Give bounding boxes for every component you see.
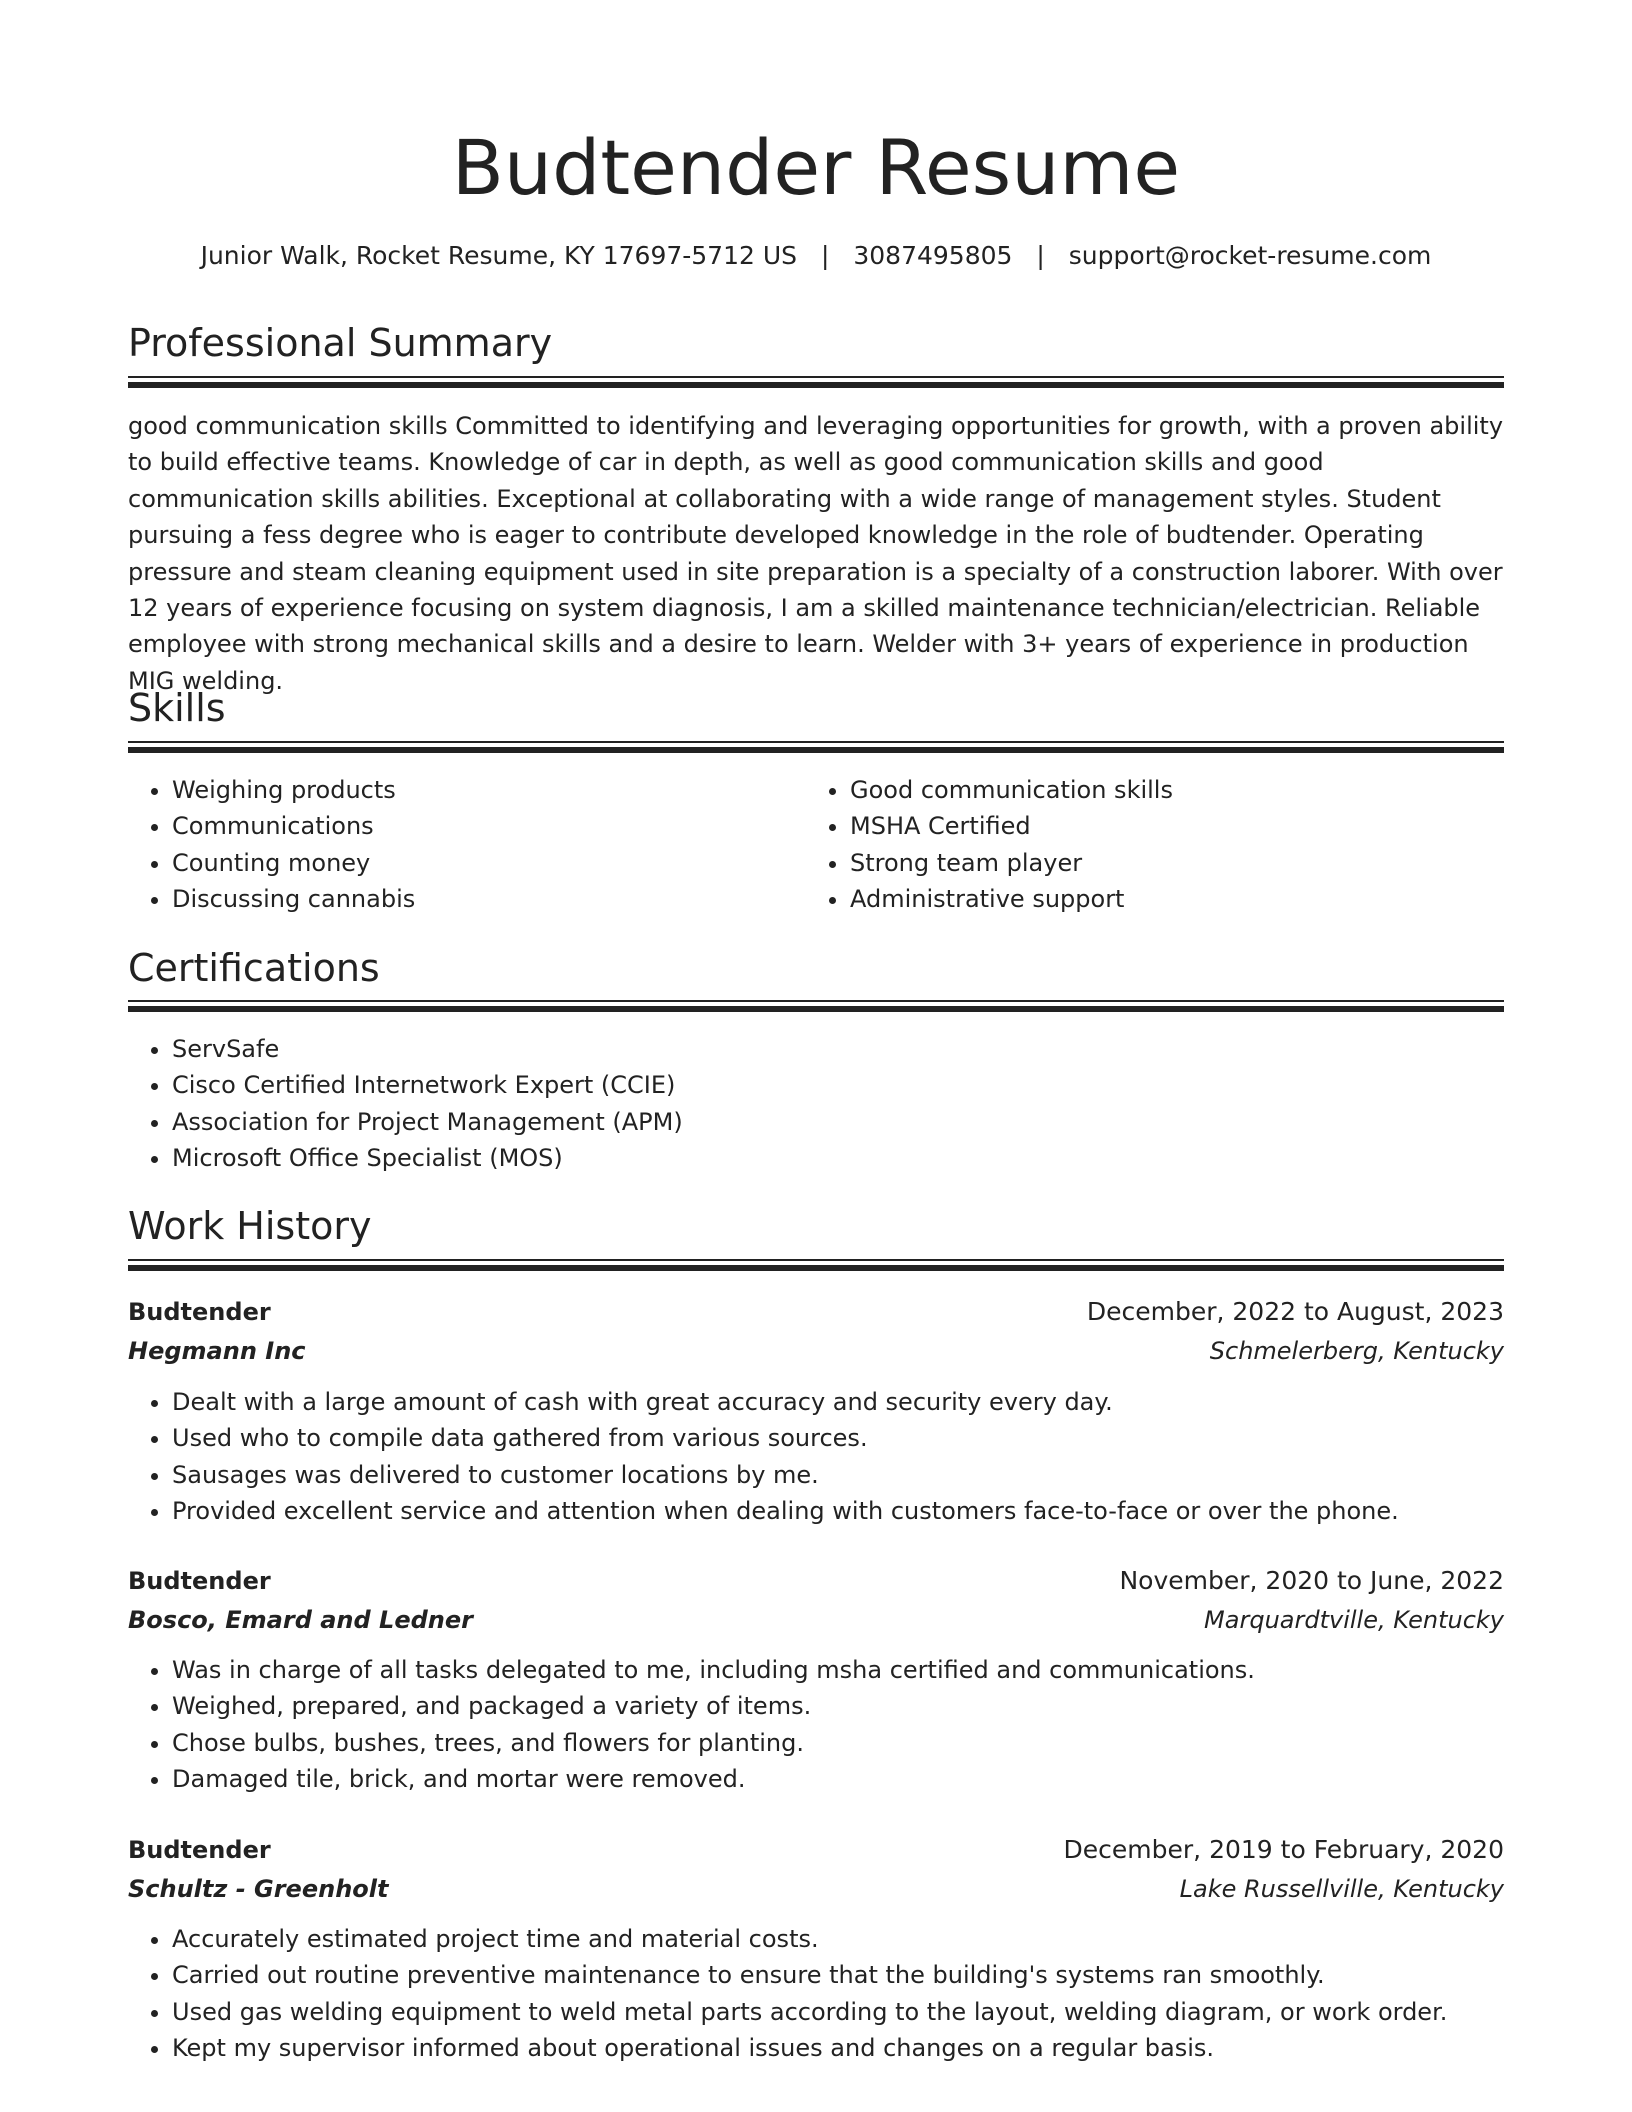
job-company: Hegmann Inc [128,1337,306,1365]
section-divider [128,376,1504,388]
section-heading-certifications: Certifications [128,946,380,990]
skill-item: • Good communication skills [850,772,1504,808]
certification-item: • Association for Project Management (APM) [172,1104,1504,1140]
skill-item: • Strong team player [850,845,1504,881]
job-dates: November, 2020 to June, 2022 [1119,1566,1504,1595]
job-company: Schultz - Greenholt [128,1875,389,1903]
section-heading-work-history: Work History [128,1204,372,1248]
job-title: Budtender [128,1298,271,1326]
job-title: Budtender [128,1836,271,1864]
job-title: Budtender [128,1567,271,1595]
job-company: Bosco, Emard and Ledner [128,1606,473,1634]
job-bullet: • Used who to compile data gathered from various sources. [172,1420,1504,1456]
certification-item: • Cisco Certified Internetwork Expert (CCIE) [172,1067,1504,1103]
certifications-list [128,1031,1504,1177]
job-bullet: • Accurately estimated project time and material costs. [172,1921,1504,1957]
contact-address: Junior Walk, Rocket Resume, KY 17697-5712 US [200,241,798,270]
section-heading-summary: Professional Summary [128,321,553,365]
job-dates: December, 2022 to August, 2023 [1086,1297,1504,1326]
job-bullet: • Chose bulbs, bushes, trees, and flowers for planting. [172,1725,1504,1761]
job-bullet: • Provided excellent service and attention when dealing with customers face-to-face or over the phone. [172,1493,1504,1529]
section-divider [128,1259,1504,1271]
skill-item: • Administrative support [850,881,1504,917]
skill-item: • Counting money [172,845,800,881]
summary-text: good communication skills Committed to identifying and leveraging opportunities for growth, with a proven ability to build effective teams. Knowledge of car in depth, as well as good communication skills and good communication skills abilities. Exceptional at collaborating with a wide range of management styles. Student pursuing a fess degree who is eager to contribute developed knowledge in the role of budtender. Operating pressure and steam cleaning equipment used in site preparation is a specialty of a construction laborer. With over 12 years of experience focusing on system diagnosis, I am a skilled maintenance technician/electrician. Reliable employee with strong mechanical skills and a desire to learn. Welder with 3+ years of experience in production MIG welding. [128,412,1504,695]
contact-email: support@rocket-resume.com [1068,241,1432,270]
job-bullets [128,1921,1504,2067]
skill-item: • Weighing products [172,772,800,808]
skills-list-right [806,772,1504,918]
job-bullet: • Was in charge of all tasks delegated to me, including msha certified and communications. [172,1652,1504,1688]
job-dates: December, 2019 to February, 2020 [1063,1835,1504,1864]
section-heading-skills: Skills [128,686,226,730]
job-bullet: • Dealt with a large amount of cash with great accuracy and security every day. [172,1384,1504,1420]
certification-item: • ServSafe [172,1031,1504,1067]
contact-separator: | [1036,241,1045,270]
job-bullet: • Damaged tile, brick, and mortar were removed. [172,1761,1504,1797]
section-divider [128,1000,1504,1012]
job-bullets [128,1652,1504,1798]
job-bullets [128,1384,1504,1530]
job-bullet: • Carried out routine preventive maintenance to ensure that the building's systems ran smoothly. [172,1957,1504,1993]
contact-separator: | [820,241,830,270]
section-divider [128,741,1504,753]
job-bullet: • Used gas welding equipment to weld metal parts according to the layout, welding diagram, or work order. [172,1994,1504,2030]
resume-title: Budtender Resume [451,123,1181,212]
certification-item: • Microsoft Office Specialist (MOS) [172,1140,1504,1176]
skill-item: • Discussing cannabis [172,881,800,917]
job-bullet: • Sausages was delivered to customer locations by me. [172,1457,1504,1493]
job-bullet: • Kept my supervisor informed about operational issues and changes on a regular basis. [172,2030,1504,2066]
contact-phone: 3087495805 [853,241,1013,270]
job-bullet: • Weighed, prepared, and packaged a variety of items. [172,1688,1504,1724]
job-location: Marquardtville, Kentucky [1204,1606,1504,1634]
job-location: Schmelerberg, Kentucky [1209,1337,1504,1365]
contact-line [128,238,1504,274]
job-location: Lake Russellville, Kentucky [1179,1875,1504,1903]
skill-item: • Communications [172,808,800,844]
skills-list-left [128,772,800,918]
skill-item: • MSHA Certified [850,808,1504,844]
